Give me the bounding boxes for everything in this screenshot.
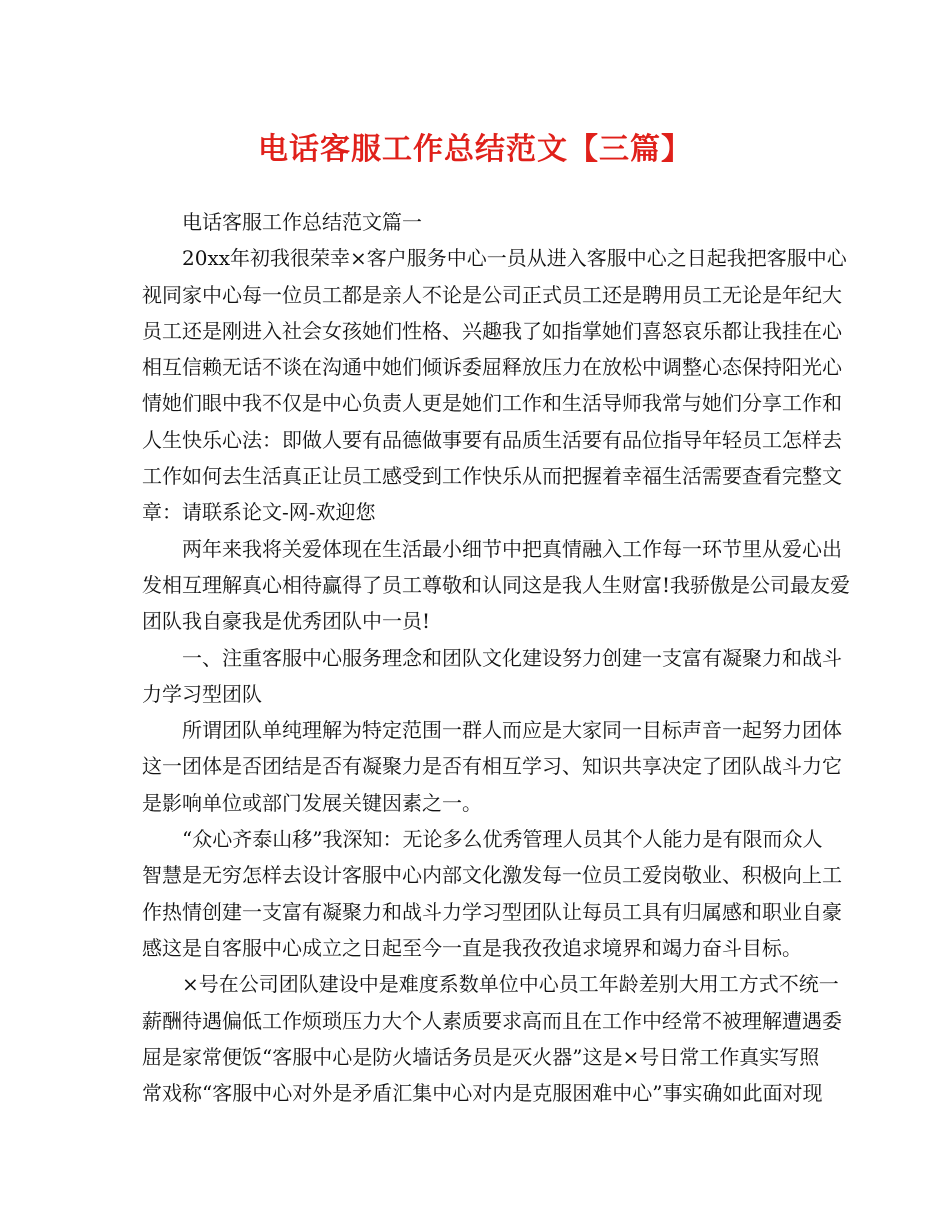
paragraph-line: 团队我自豪我是优秀团队中一员!: [142, 609, 431, 634]
paragraph-line: 这一团体是否团结是否有凝聚力是否有相互学习、知识共享决定了团队战斗力它: [142, 754, 842, 779]
paragraph-line: ×号在公司团队建设中是难度系数单位中心员工年龄差别大用工方式不统一: [182, 972, 839, 997]
paragraph-line: 两年来我将关爱体现在生活最小细节中把真情融入工作每一环节里从爱心出: [182, 536, 842, 561]
paragraph-line: 相互信赖无话不谈在沟通中她们倾诉委屈释放压力在放松中调整心态保持阳光心: [142, 355, 842, 380]
paragraph-line: 情她们眼中我不仅是中心负责人更是她们工作和生活导师我常与她们分享工作和: [142, 391, 842, 416]
document-body: [142, 204, 851, 1111]
paragraph-line: 智慧是无穷怎样去设计客服中心内部文化激发每一位员工爱岗敬业、积极向上工: [142, 863, 842, 888]
paragraph-line: 屈是家常便饭“客服中心是防火墙话务员是灭火器”这是×号日常工作真实写照: [142, 1044, 820, 1069]
subsection-heading: 力学习型团队: [142, 681, 262, 706]
subsection-heading: 一、注重客服中心服务理念和团队文化建设努力创建一支富有凝聚力和战斗: [182, 645, 842, 670]
paragraph-line: 发相互理解真心相待赢得了员工尊敬和认同这是我人生财富!我骄傲是公司最友爱: [142, 572, 851, 597]
paragraph-line: 视同家中心每一位员工都是亲人不论是公司正式员工还是聘用员工无论是年纪大: [142, 282, 842, 307]
paragraph-line: 章：请联系论文-网-欢迎您: [142, 500, 376, 525]
paragraph-line: 员工还是刚进入社会女孩她们性格、兴趣我了如指掌她们喜怒哀乐都让我挂在心: [142, 318, 842, 343]
section-heading: 电话客服工作总结范文篇一: [182, 210, 422, 234]
paragraph-line: 感这是自客服中心成立之日起至今一直是我孜孜追求境界和竭力奋斗目标。: [142, 935, 802, 960]
paragraph-line: “众心齐泰山移”我深知：无论多么优秀管理人员其个人能力是有限而众人: [182, 827, 823, 852]
paragraph-line: 工作如何去生活真正让员工感受到工作快乐从而把握着幸福生活需要查看完整文: [142, 464, 842, 489]
paragraph-line: 人生快乐心法：即做人要有品德做事要有品质生活要有品位指导年轻员工怎样去: [142, 427, 842, 452]
document-title: 电话客服工作总结范文【三篇】: [258, 132, 692, 167]
paragraph-line: 所谓团队单纯理解为特定范围一群人而应是大家同一目标声音一起努力团体: [182, 718, 842, 743]
paragraph-line: 作热情创建一支富有凝聚力和战斗力学习型团队让每员工具有归属感和职业自豪: [142, 899, 842, 924]
paragraph-line: 20xx年初我很荣幸×客户服务中心一员从进入客服中心之日起我把客服中心: [182, 246, 847, 271]
paragraph-line: 常戏称“客服中心对外是矛盾汇集中心对内是克服困难中心”事实确如此面对现: [142, 1081, 823, 1106]
paragraph-line: 薪酬待遇偏低工作烦琐压力大个人素质要求高而且在工作中经常不被理解遭遇委: [142, 1008, 842, 1033]
paragraph-line: 是影响单位或部门发展关键因素之一。: [142, 790, 482, 815]
